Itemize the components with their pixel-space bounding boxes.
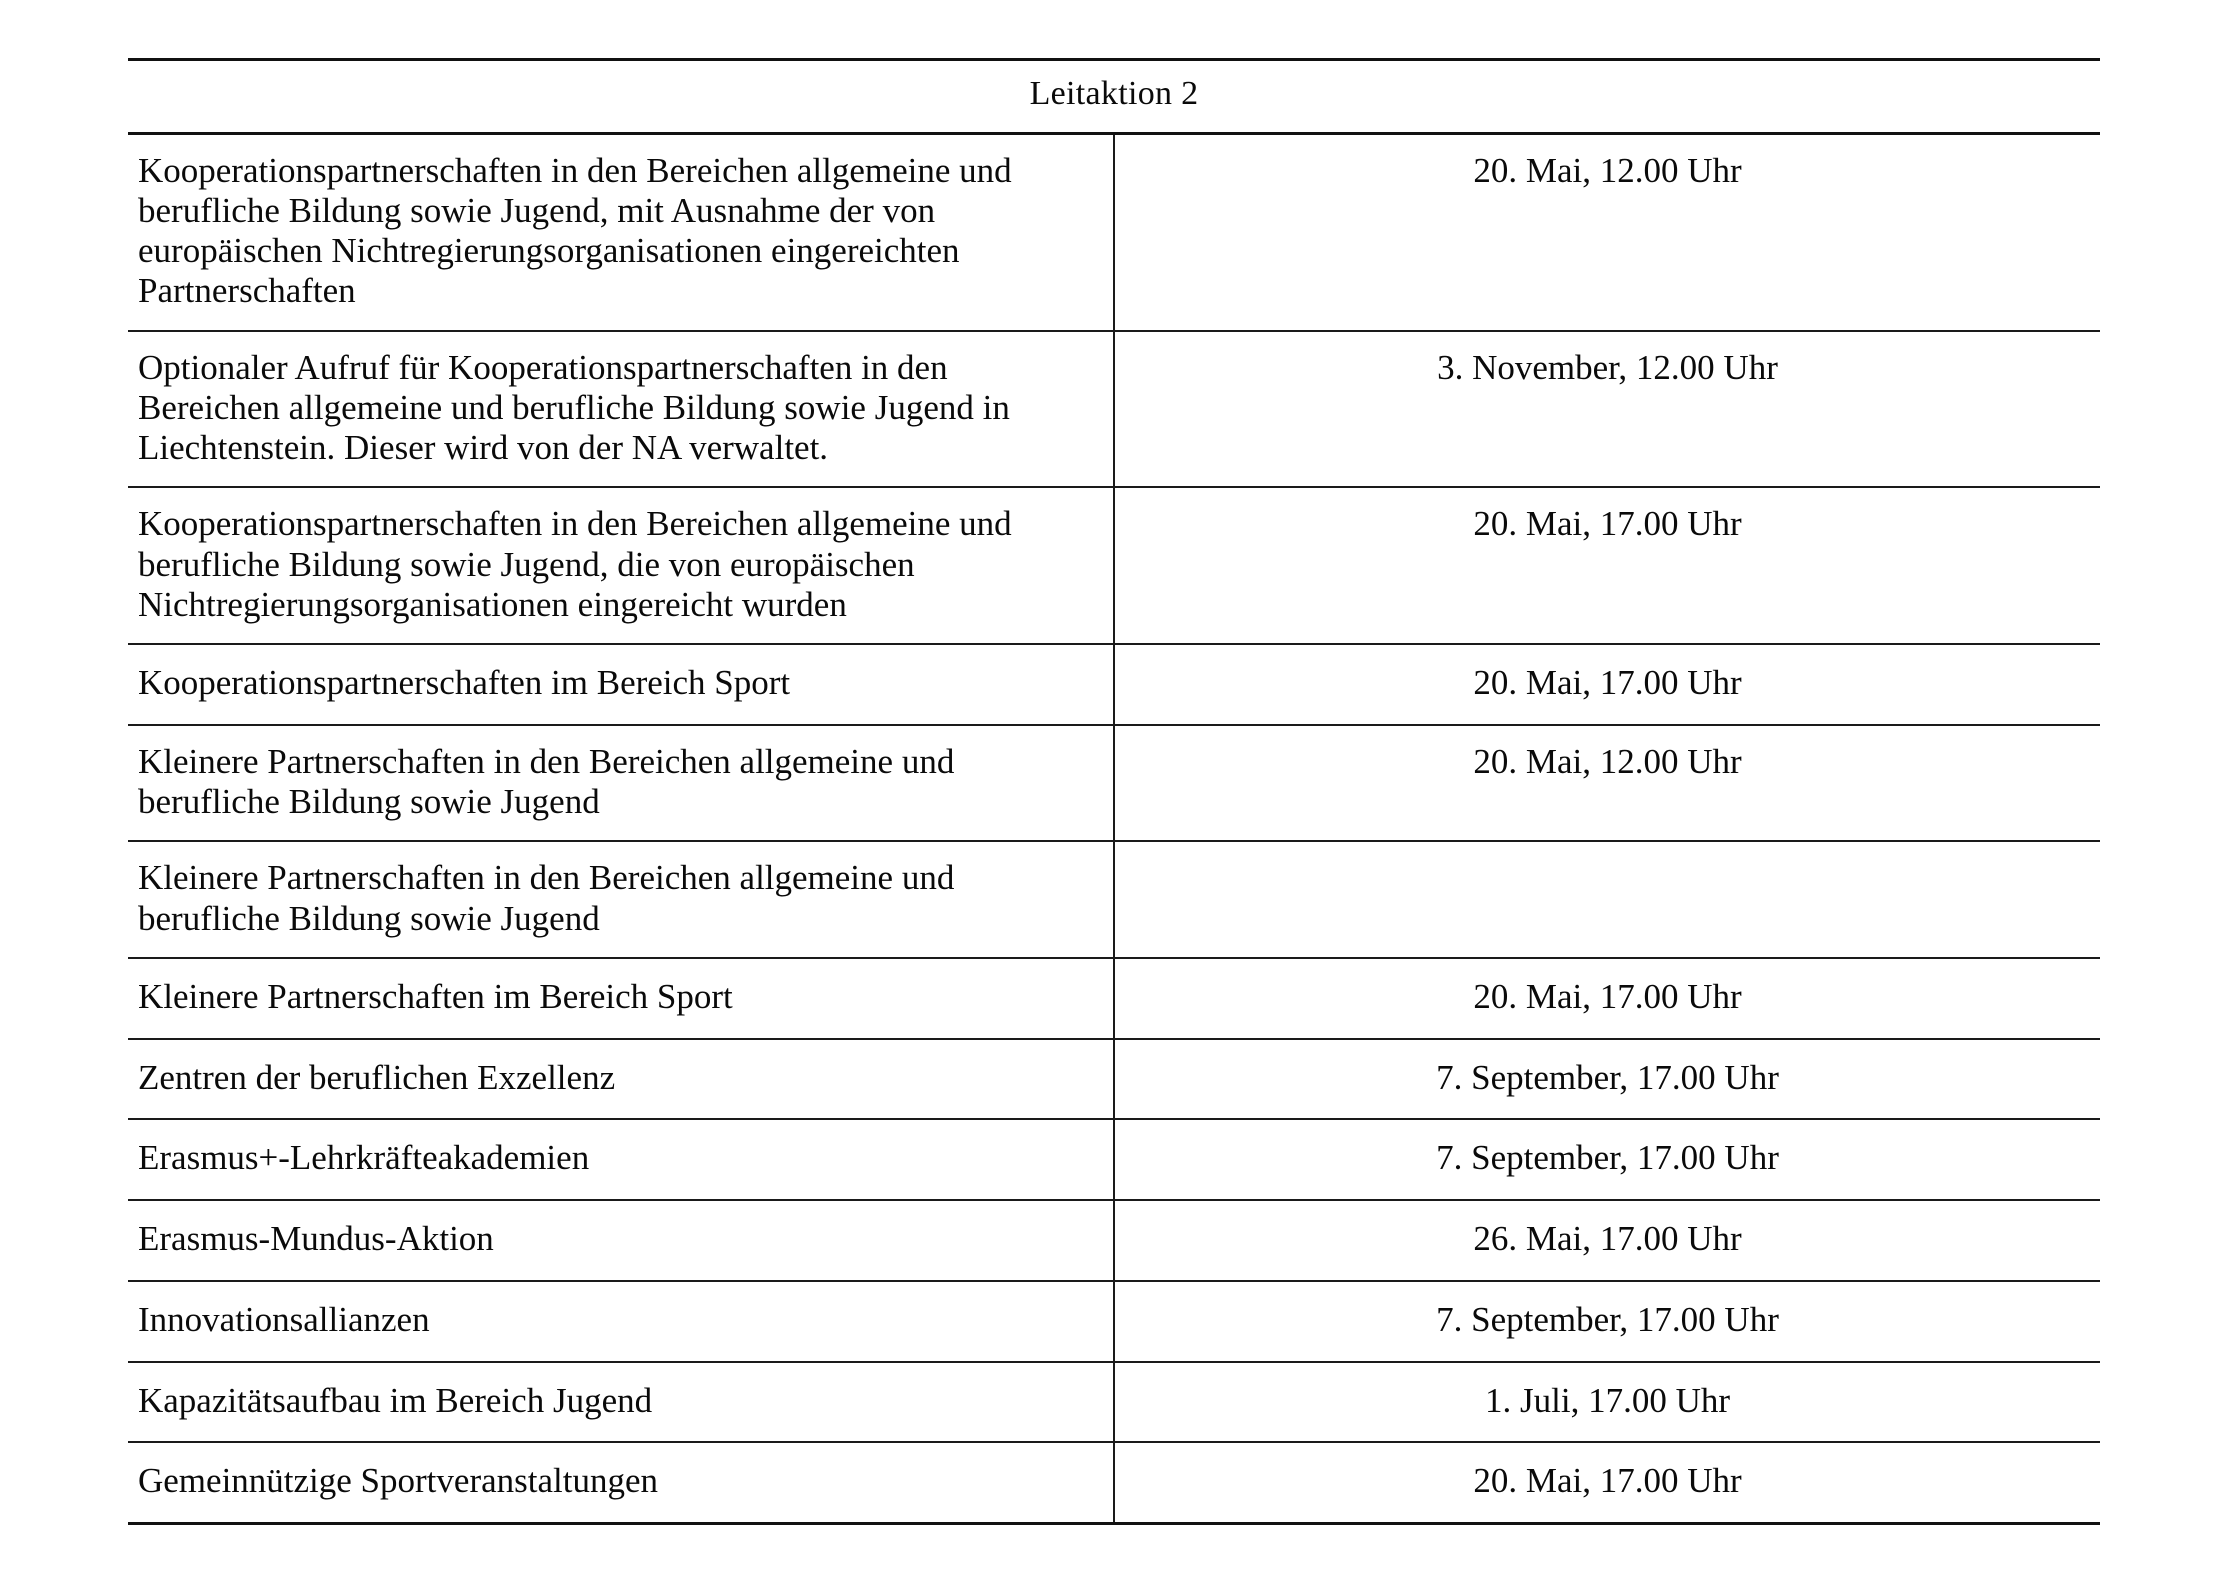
deadline-cell (1114, 725, 2100, 842)
action-cell (128, 1200, 1114, 1281)
action-label: Erasmus+-Lehrkräfteakademien (138, 1138, 590, 1178)
table-header-title: Leitaktion 2 (128, 61, 2100, 133)
table-row (128, 1200, 2100, 1281)
deadline-label: 7. September, 17.00 Uhr (1436, 1299, 1779, 1339)
action-label: Gemeinnützige Sportveranstaltungen (138, 1461, 658, 1501)
deadline-label: 3. November, 12.00 Uhr (1437, 347, 1778, 387)
action-cell (128, 1039, 1114, 1120)
deadline-cell (1114, 1119, 2100, 1200)
table-row (128, 1119, 2100, 1200)
action-cell (128, 958, 1114, 1039)
action-label: Erasmus-Mundus-Aktion (138, 1219, 494, 1259)
table-row (128, 1362, 2100, 1443)
table-body (128, 133, 2100, 1522)
deadline-label: 7. September, 17.00 Uhr (1436, 1057, 1779, 1097)
action-label: Zentren der beruflichen Exzellenz (138, 1057, 616, 1097)
table-bottom-rule (128, 1522, 2100, 1525)
deadline-label: 20. Mai, 17.00 Uhr (1473, 663, 1742, 702)
deadline-cell-empty (1114, 841, 2100, 958)
deadline-table (128, 61, 2100, 1522)
deadline-cell (1114, 1039, 2100, 1120)
action-cell (128, 1281, 1114, 1362)
table-row (128, 958, 2100, 1039)
deadline-cell (1114, 1281, 2100, 1362)
deadline-label: 20. Mai, 17.00 Uhr (1473, 504, 1742, 544)
table-row (128, 725, 2100, 842)
action-cell (128, 644, 1114, 725)
deadline-label: 1. Juli, 17.00 Uhr (1485, 1380, 1730, 1420)
deadline-label: 20. Mai, 12.00 Uhr (1473, 741, 1742, 781)
deadline-cell (1114, 1442, 2100, 1522)
table-row (128, 644, 2100, 725)
action-cell (128, 841, 1114, 958)
table-row (128, 841, 2100, 958)
action-label: Optionaler Aufruf für Kooperationspartnerschaften in den Bereichen allgemeine und berufliche Bildung sowie Jugend in Liechtenstein. Dieser wird von der NA verwaltet. (138, 347, 1010, 467)
table-row (128, 1442, 2100, 1522)
action-cell (128, 133, 1114, 331)
action-label: Kooperationspartnerschaften in den Bereichen allgemeine und berufliche Bildung sowie Jugend, mit Ausnahme der von europäischen Nichtregierungsorganisationen eingereichten Partnerschaften (138, 150, 1012, 311)
table-row (128, 487, 2100, 644)
table-row (128, 1281, 2100, 1362)
action-cell (128, 725, 1114, 842)
action-cell (128, 487, 1114, 644)
table-row (128, 1039, 2100, 1120)
action-cell (128, 331, 1114, 488)
deadline-cell (1114, 133, 2100, 331)
deadline-label: 26. Mai, 17.00 Uhr (1473, 1219, 1742, 1259)
deadline-cell (1114, 331, 2100, 488)
deadline-label: 20. Mai, 12.00 Uhr (1473, 150, 1742, 190)
table-header-row (128, 61, 2100, 133)
deadline-cell (1114, 487, 2100, 644)
deadline-cell (1114, 958, 2100, 1039)
action-label: Kooperationspartnerschaften im Bereich Sport (138, 663, 791, 702)
action-label: Kapazitätsaufbau im Bereich Jugend (138, 1380, 653, 1420)
table-row (128, 133, 2100, 331)
deadline-label: 20. Mai, 17.00 Uhr (1473, 976, 1742, 1016)
deadline-table-container (128, 58, 2100, 1525)
action-label: Kooperationspartnerschaften in den Bereichen allgemeine und berufliche Bildung sowie Jugend, die von europäischen Nichtregierungsorganisationen eingereicht wurden (138, 504, 1012, 624)
deadline-label: 20. Mai, 17.00 Uhr (1473, 1461, 1742, 1501)
deadline-label: 7. September, 17.00 Uhr (1436, 1138, 1779, 1178)
action-label: Kleinere Partnerschaften in den Bereichen allgemeine und berufliche Bildung sowie Jugend (138, 858, 955, 938)
table-row (128, 331, 2100, 488)
action-label: Kleinere Partnerschaften im Bereich Sport (138, 976, 733, 1016)
action-cell (128, 1119, 1114, 1200)
action-label: Innovationsallianzen (138, 1299, 430, 1339)
deadline-cell (1114, 644, 2100, 725)
action-label: Kleinere Partnerschaften in den Bereichen allgemeine und berufliche Bildung sowie Jugend (138, 741, 955, 822)
action-cell (128, 1442, 1114, 1522)
action-cell (128, 1362, 1114, 1443)
deadline-cell (1114, 1200, 2100, 1281)
table-head (128, 61, 2100, 133)
deadline-cell (1114, 1362, 2100, 1443)
